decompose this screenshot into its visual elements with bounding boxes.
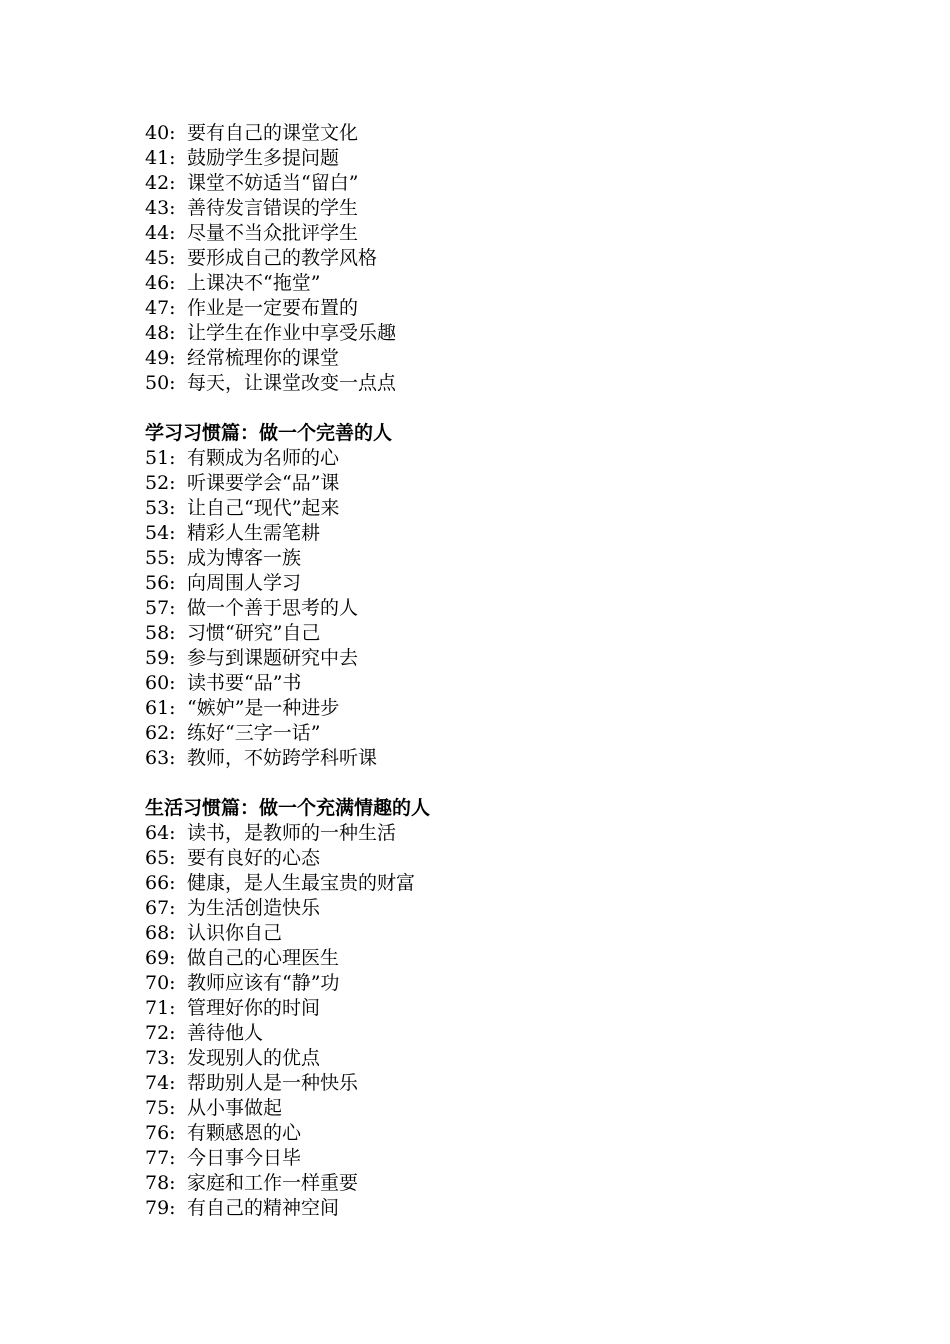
list-item [145, 221, 905, 246]
item-number: 48: [145, 322, 176, 344]
item-number: 70: [145, 972, 176, 994]
item-number: 65: [145, 847, 176, 869]
item-text: 认识你自己 [187, 922, 283, 944]
list-item [145, 1121, 905, 1146]
item-text: 鼓励学生多提问题 [187, 147, 340, 169]
item-number: 42: [145, 172, 176, 194]
list-item [145, 271, 905, 296]
list-item [145, 321, 905, 346]
list-item [145, 471, 905, 496]
list-item [145, 546, 905, 571]
list-item [145, 171, 905, 196]
life-habits-section [145, 796, 905, 1221]
item-number: 61: [145, 697, 176, 719]
item-text: 健康，是人生最宝贵的财富 [187, 872, 416, 894]
item-number: 50: [145, 372, 176, 394]
item-text: 习惯“研究”自己 [187, 622, 321, 644]
item-number: 40: [145, 122, 176, 144]
list-item [145, 346, 905, 371]
item-number: 60: [145, 672, 176, 694]
item-number: 59: [145, 647, 176, 669]
item-text: 教师应该有“静”功 [187, 972, 340, 994]
item-number: 41: [145, 147, 176, 169]
item-number: 62: [145, 722, 176, 744]
item-text: 今日事今日毕 [187, 1147, 302, 1169]
item-number: 68: [145, 922, 176, 944]
list-item [145, 296, 905, 321]
item-text: 向周围人学习 [187, 572, 302, 594]
item-text: 有颗感恩的心 [187, 1122, 302, 1144]
item-text: 读书，是教师的一种生活 [187, 822, 397, 844]
list-item [145, 596, 905, 621]
item-text: 善待发言错误的学生 [187, 197, 359, 219]
list-item [145, 621, 905, 646]
list-item [145, 746, 905, 771]
list-item [145, 446, 905, 471]
item-text: 要有自己的课堂文化 [187, 122, 359, 144]
list-item [145, 1021, 905, 1046]
item-number: 46: [145, 272, 176, 294]
item-text: 让学生在作业中享受乐趣 [187, 322, 397, 344]
item-number: 51: [145, 447, 176, 469]
item-text: 发现别人的优点 [187, 1047, 321, 1069]
item-number: 63: [145, 747, 176, 769]
item-text: 作业是一定要布置的 [187, 297, 359, 319]
list-item [145, 496, 905, 521]
list-item [145, 996, 905, 1021]
list-item [145, 1196, 905, 1221]
section-spacer [145, 771, 905, 796]
item-text: 善待他人 [187, 1022, 264, 1044]
list-item [145, 121, 905, 146]
item-number: 55: [145, 547, 176, 569]
list-item [145, 1146, 905, 1171]
item-text: 听课要学会“品”课 [187, 472, 340, 494]
item-number: 73: [145, 1047, 176, 1069]
item-text: 做一个善于思考的人 [187, 597, 359, 619]
item-number: 76: [145, 1122, 176, 1144]
list-item [145, 521, 905, 546]
item-number: 52: [145, 472, 176, 494]
item-list [145, 446, 905, 771]
item-text: “嫉妒”是一种进步 [187, 697, 340, 719]
item-text: 精彩人生需笔耕 [187, 522, 321, 544]
item-number: 45: [145, 247, 176, 269]
item-number: 77: [145, 1147, 176, 1169]
item-number: 56: [145, 572, 176, 594]
item-text: 有自己的精神空间 [187, 1197, 340, 1219]
item-text: 尽量不当众批评学生 [187, 222, 359, 244]
item-number: 44: [145, 222, 176, 244]
item-number: 67: [145, 897, 176, 919]
list-item [145, 246, 905, 271]
item-text: 经常梳理你的课堂 [187, 347, 340, 369]
item-number: 57: [145, 597, 176, 619]
item-text: 有颗成为名师的心 [187, 447, 340, 469]
item-text: 读书要“品”书 [187, 672, 302, 694]
list-item [145, 146, 905, 171]
list-item [145, 1171, 905, 1196]
classroom-habits-continued [145, 121, 905, 396]
section-heading: 生活习惯篇：做一个充满情趣的人 [145, 797, 431, 819]
item-text: 课堂不妨适当“留白” [187, 172, 359, 194]
item-text: 家庭和工作一样重要 [187, 1172, 359, 1194]
item-text: 教师，不妨跨学科听课 [187, 747, 378, 769]
section-spacer [145, 396, 905, 421]
item-text: 管理好你的时间 [187, 997, 321, 1019]
item-number: 53: [145, 497, 176, 519]
list-item [145, 896, 905, 921]
list-item [145, 1046, 905, 1071]
item-number: 69: [145, 947, 176, 969]
item-text: 参与到课题研究中去 [187, 647, 359, 669]
list-item [145, 696, 905, 721]
item-number: 71: [145, 997, 176, 1019]
learning-habits-section [145, 421, 905, 771]
list-item [145, 371, 905, 396]
item-list [145, 121, 905, 396]
item-number: 47: [145, 297, 176, 319]
item-text: 帮助别人是一种快乐 [187, 1072, 359, 1094]
item-number: 49: [145, 347, 176, 369]
item-number: 58: [145, 622, 176, 644]
list-item [145, 721, 905, 746]
document-page [145, 121, 905, 1221]
section-heading: 学习习惯篇：做一个完善的人 [145, 422, 393, 444]
list-item [145, 871, 905, 896]
item-text: 每天，让课堂改变一点点 [187, 372, 397, 394]
item-text: 为生活创造快乐 [187, 897, 321, 919]
item-text: 上课决不“拖堂” [187, 272, 321, 294]
list-item [145, 821, 905, 846]
list-item [145, 671, 905, 696]
item-number: 75: [145, 1097, 176, 1119]
item-text: 让自己“现代”起来 [187, 497, 340, 519]
item-number: 54: [145, 522, 176, 544]
item-number: 43: [145, 197, 176, 219]
item-text: 练好“三字一话” [187, 722, 321, 744]
list-item [145, 1071, 905, 1096]
list-item [145, 1096, 905, 1121]
list-item [145, 971, 905, 996]
list-item [145, 846, 905, 871]
item-text: 成为博客一族 [187, 547, 302, 569]
item-number: 79: [145, 1197, 176, 1219]
item-number: 64: [145, 822, 176, 844]
item-text: 要形成自己的教学风格 [187, 247, 378, 269]
list-item [145, 946, 905, 971]
item-number: 66: [145, 872, 176, 894]
list-item [145, 921, 905, 946]
item-text: 做自己的心理医生 [187, 947, 340, 969]
item-number: 78: [145, 1172, 176, 1194]
list-item [145, 571, 905, 596]
list-item [145, 646, 905, 671]
item-text: 要有良好的心态 [187, 847, 321, 869]
item-text: 从小事做起 [187, 1097, 283, 1119]
list-item [145, 196, 905, 221]
item-number: 74: [145, 1072, 176, 1094]
item-number: 72: [145, 1022, 176, 1044]
item-list [145, 821, 905, 1221]
